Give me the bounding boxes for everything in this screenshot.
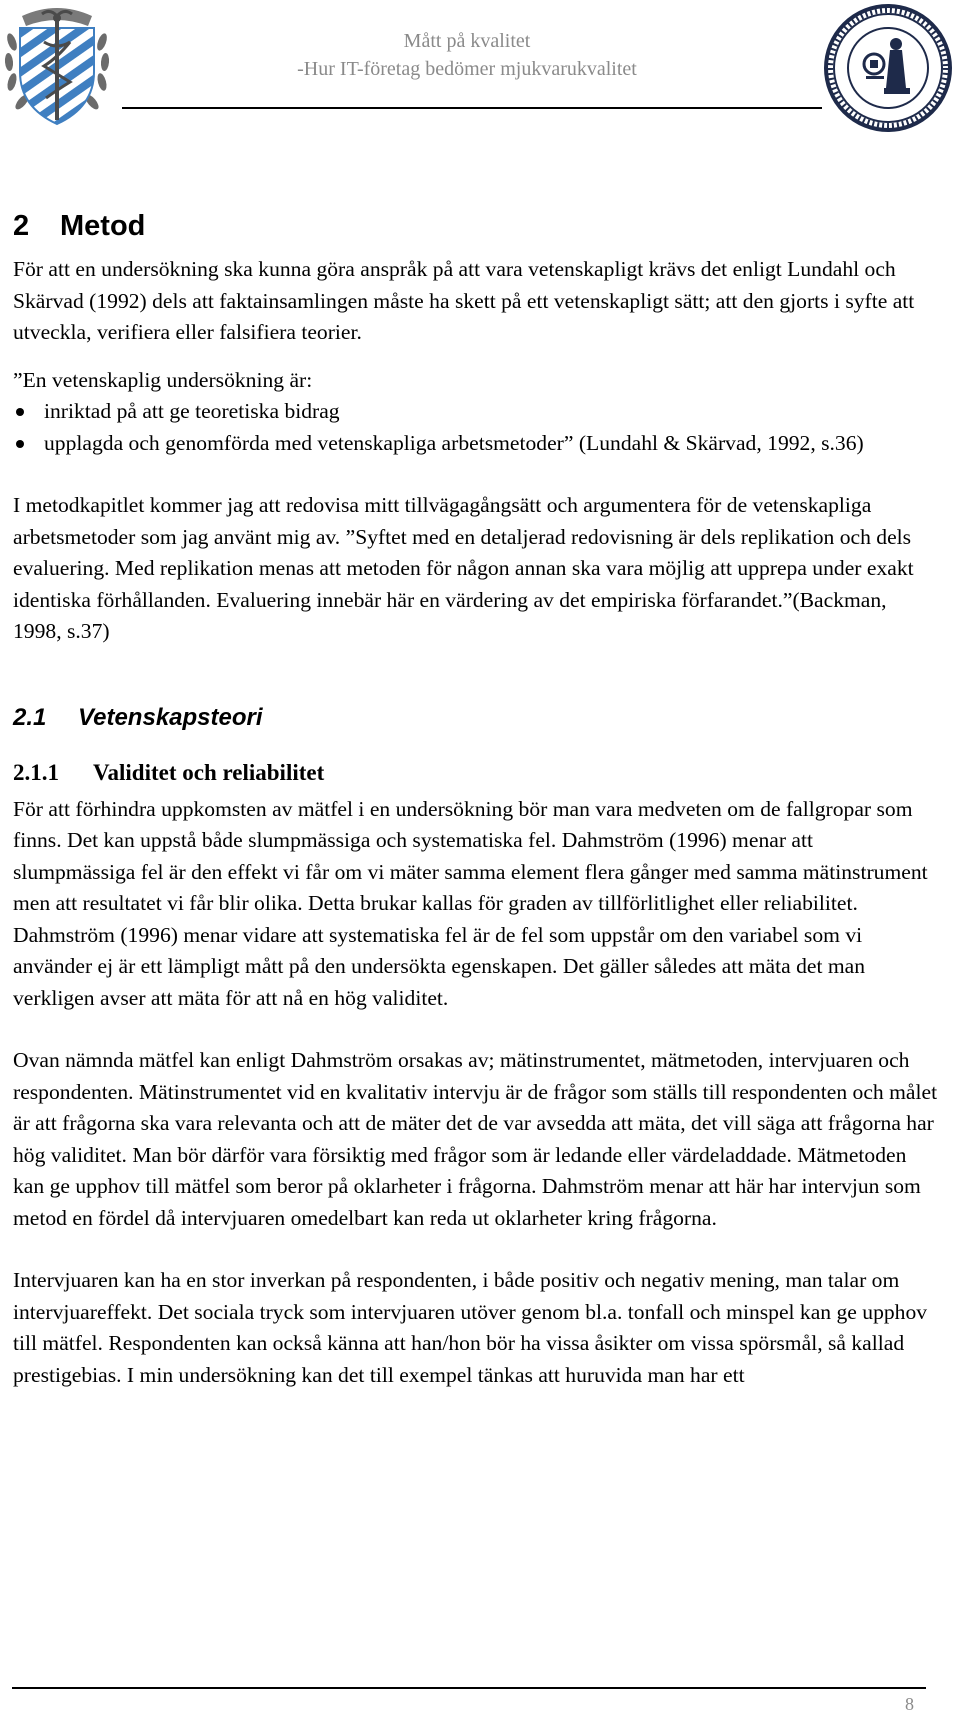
subsection-title: Vetenskapsteori <box>78 703 263 731</box>
body-paragraph: Ovan nämnda mätfel kan enligt Dahmström orsakas av; mätinstrumentet, mätmetoden, intervjuaren och respondenten. Mätinstrumentet vid en kvalitativ intervju är de frågor som ställs till respondenten och målet är att frågorna ska vara relevanta och att de mäter det de var avsedda att mäta, det vill säga att frågorna har hög validitet. Man bör därför vara försiktig med frågor som är ledande eller värdeladdade. Mätmetoden kan ge upphov till mätfel som beror på oklarheter i frågorna. Dahmström menar att här har intervjun som metod en fördel då intervjuaren omedelbart kan reda ut oklarheter kring frågorna. <box>13 1048 938 1230</box>
page-number: 8 <box>905 1694 914 1714</box>
subsection-number: 2.1 <box>13 703 47 731</box>
subsection-heading <box>13 700 938 736</box>
subsubsection-title: Validitet och reliabilitet <box>93 759 325 785</box>
section-heading <box>13 204 938 248</box>
caduceus-shield-logo-icon <box>2 2 112 130</box>
list-item: inriktad på att ge teoretiska bidrag <box>13 396 938 428</box>
section-intro-paragraph: För att en undersökning ska kunna göra anspråk på att vara vetenskapligt krävs det enligt Lundahl och Skärvad (1992) dels att faktainsamlingen måste ha skett på ett vetenskapligt sätt; att den gjorts i syfte att utveckla, verifiera eller falsifiera teorier. <box>13 257 915 344</box>
list-item: upplagda och genomförda med vetenskapliga arbetsmetoder” (Lundahl & Skärvad, 1992, s.36) <box>13 428 938 460</box>
section-number: 2 <box>13 210 30 242</box>
body-paragraph: För att förhindra uppkomsten av mätfel i en undersökning bör man vara medveten om de fallgropar som finns. Det kan uppstå både slumpmässiga och systematiska fel. Dahmström (1996) menar att slumpmässiga fel är den effekt vi får om vi mäter samma element flera gånger med samma mätinstrument men att resultatet vi får blir olika. Detta brukar kallas för graden av tillförlitlighet eller reliabilitet. Dahmström (1996) menar vidare att systematiska fel är de fel som uppstår om den variabel som vi använder ej är ett lämpligt mått på den undersökta egenskapen. Det gäller således att mäta det man verkligen avser att mäta för att nå en hög validitet. <box>13 796 928 1010</box>
subsubsection-heading <box>13 756 938 790</box>
running-header-subtitle: -Hur IT-företag bedömer mjukvarukvalitet <box>297 58 637 80</box>
method-paragraph: I metodkapitlet kommer jag att redovisa mitt tillvägagångsätt och argumentera för de vetenskapliga arbetsmetoder som jag använt mig av. ”Syftet med en detaljerad redovisning är dels replikation och dels evaluering. Med replikation menas att metoden för någon annan ska vara möjlig att upprepa under exakt identiska förhållanden. Evaluering innebär här en värdering av det empiriska förfarandet.”(Backman, 1998, s.37) <box>13 493 914 643</box>
university-seal-icon <box>822 2 954 134</box>
section-title: Metod <box>60 210 146 242</box>
body-paragraph: Intervjuaren kan ha en stor inverkan på respondenten, i både positiv och negativ mening, man talar om intervjuareffekt. Det sociala tryck som intervjuaren utöver genom bl.a. tonfall och minspel kan ge upphov till mätfel. Respondenten kan också känna att han/hon bör ha vissa åsikter om vissa spörsmål, så kallad prestigebias. I min undersökning kan det till exempel tänkas att huruvida man har ett <box>13 1268 928 1387</box>
subsubsection-number: 2.1.1 <box>13 759 59 785</box>
quote-intro: ”En vetenskaplig undersökning är: <box>13 367 313 392</box>
document-body <box>13 204 938 1391</box>
footer-divider <box>12 1687 926 1689</box>
running-header <box>120 27 814 83</box>
header-divider <box>122 107 822 109</box>
quote-bullet-list <box>13 396 938 459</box>
running-header-title: Mått på kvalitet <box>403 30 531 52</box>
